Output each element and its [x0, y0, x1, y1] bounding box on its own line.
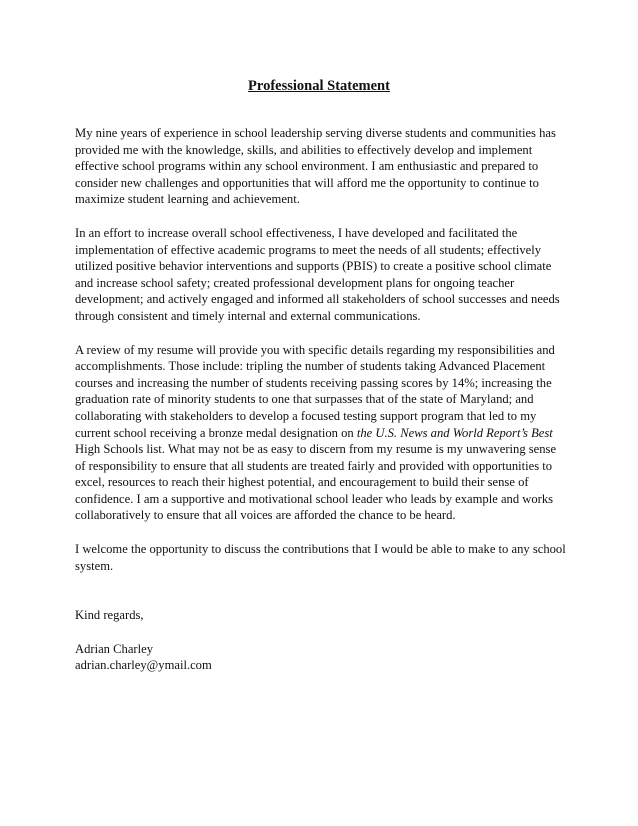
text-line: development; and actively engaged and informed all stakeholders of school successes and needs [75, 292, 560, 307]
text-line-mixed [75, 425, 575, 442]
page-title: Professional Statement [248, 78, 390, 94]
text-line: accomplishments. Those include: tripling the number of students taking Advanced Placement [75, 359, 546, 374]
text-line: through consistent and timely internal and external communications. [75, 308, 421, 323]
text-line: A review of my resume will provide you with specific details regarding my responsibilities and [75, 342, 555, 357]
text-line: and increase school safety; created professional development plans for ongoing teacher [75, 275, 515, 290]
closing [75, 607, 575, 624]
text-line: In an effort to increase overall school effectiveness, I have developed and facilitated the [75, 225, 518, 240]
text-line: of responsibility to ensure that all students are treated fairly and provided with opportunities to [75, 458, 553, 473]
paragraph-resume-review [75, 342, 575, 525]
signature-email: adrian.charley@ymail.com [75, 658, 212, 673]
paragraph-effectiveness [75, 225, 575, 325]
text-line: My nine years of experience in school leadership serving diverse students and communities has [75, 126, 556, 140]
signature-name: Adrian Charley [75, 641, 153, 656]
text-segment: current school receiving a bronze medal designation on [75, 425, 357, 440]
text-line: confidence. I am a supportive and motivational school leader who leads by example and works [75, 491, 554, 506]
text-line: collaborating with stakeholders to develop a focused testing support program that led to my [75, 408, 537, 423]
text-line: graduation rate of minority students to one that surpasses that of the state of Maryland; and [75, 392, 534, 407]
closing-text: Kind regards, [75, 608, 144, 623]
text-line: courses and increasing the number of students receiving passing scores by 14%; increasing the [75, 375, 552, 390]
text-line: maximize student learning and achievement. [75, 192, 300, 207]
text-line: provided me with the knowledge, skills, and abilities to effectively develop and implement [75, 142, 533, 157]
text-line: system. [75, 558, 114, 573]
text-line: excel, resources to reach their highest potential, and encouragement to build their sense of [75, 475, 529, 490]
text-line: High Schools list. What may not be as easy to discern from my resume is my unwavering sense [75, 442, 557, 457]
italic-publication-title: the U.S. News and World Report’s Best [356, 425, 553, 440]
text-line: utilized positive behavior interventions and supports (PBIS) to create a positive school climate [75, 259, 552, 274]
paragraph-welcome [75, 541, 575, 574]
text-line: I welcome the opportunity to discuss the contributions that I would be able to make to any school [75, 542, 566, 557]
text-line: effective school programs within any school environment. I am enthusiastic and prepared to [75, 159, 539, 174]
text-line: collaboratively to ensure that all voices are afforded the chance to be heard. [75, 508, 456, 523]
text-line: consider new challenges and opportunities that will afford me the opportunity to continue to [75, 175, 539, 190]
signature-block [75, 641, 575, 674]
document-body [75, 125, 575, 691]
text-line: implementation of effective academic programs to meet the needs of all students; effectively [75, 242, 542, 257]
spacer [75, 591, 575, 607]
paragraph-experience [75, 125, 575, 208]
